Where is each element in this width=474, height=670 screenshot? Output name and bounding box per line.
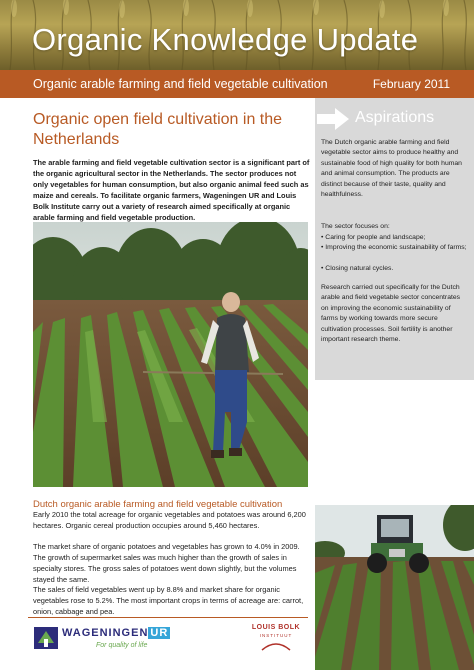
subtitle-bar [0, 70, 474, 98]
sidebar-header [315, 108, 474, 130]
sidebar-title: Aspirations [355, 109, 435, 126]
article-paragraph: Early 2010 the total acreage for organic vegetables and potatoes was around 6,200 hectares. Organic cereal production occupies around 5,460 hectares. [33, 510, 306, 530]
page-title: Organic Knowledge Update [32, 22, 419, 57]
wageningen-name [62, 627, 170, 639]
farmer-field-photo [33, 222, 308, 487]
sidebar-list-item-text: Closing natural cycles. [325, 265, 394, 272]
article-intro: The arable farming and field vegetable cultivation sector is a significant part of the organic agricultural sector in the Netherlands. The sector produces not only vegetables for human consumption, but also organic animal feed such as maize and cereals. To facilitate organic farmers, Wageningen UR and Louis Bolk Institute carry out a variety of research aimed specifically at organic arable farming and field vegetable production. [33, 158, 310, 222]
issue-date: February 2011 [372, 77, 450, 91]
section-title: Dutch organic arable farming and field vegetable cultivation [33, 499, 283, 510]
wageningen-logo-icon [34, 627, 58, 649]
header-banner [0, 0, 474, 70]
wageningen-name-text: WAGENINGEN [62, 627, 149, 639]
louis-bolk-logo [246, 624, 306, 654]
article-paragraph: The sales of field vegetables went up by 8.8% and market share for organic vegetables rose to 5.2%. The most important crops in terms of acreage are: carrot, onion, cabbage and pea. [33, 585, 304, 616]
sidebar-list-intro: The sector focuses on: [321, 223, 390, 230]
tractor-field-photo [315, 505, 474, 670]
wageningen-ur-badge: UR [150, 627, 169, 639]
sidebar-paragraph: The Dutch organic arable farming and field vegetable sector aims to produce healthy and sustainable food of high quality for both human and animal consumption. The products are distinct because of their taste, quality and healthfulness. [321, 139, 462, 199]
louis-bolk-name: LOUIS BOLK [251, 624, 301, 631]
wageningen-tagline: For quality of life [96, 642, 148, 649]
article-headline: Organic open field cultivation in the Netherlands [33, 111, 283, 148]
article-paragraph: The market share of organic potatoes and vegetables has grown to 4.0% in 2009. The growth of supermarket sales was much higher than the growth of sales in specialty stores. The gross sales of potatoes went down slightly, but the volumes stayed the same. [33, 542, 300, 584]
louis-bolk-mark-icon [260, 640, 292, 652]
sidebar-list-item: • Caring for people and landscape; [321, 234, 426, 241]
arrow-right-icon [317, 108, 349, 130]
sidebar-list-item: • Closing natural cycles. [321, 265, 394, 272]
footer-divider [28, 617, 308, 618]
sidebar-list-item-text: Caring for people and landscape; [325, 234, 426, 241]
sidebar-list-item-text: Improving the economic sustainability of farms; [325, 244, 467, 251]
sidebar-paragraph: Research carried out specifically for the Dutch arable and field vegetable sector concentrates on improving the economic sustainability of farms by working towards more secure cultivation processes. Soil fertility is another important research theme. [321, 284, 461, 344]
subtitle: Organic arable farming and field vegetable cultivation [33, 77, 328, 91]
sidebar-list-item: • Improving the economic sustainability of farms; [321, 244, 467, 251]
louis-bolk-sub: INSTITUUT [259, 633, 293, 638]
aspirations-sidebar [315, 98, 474, 380]
